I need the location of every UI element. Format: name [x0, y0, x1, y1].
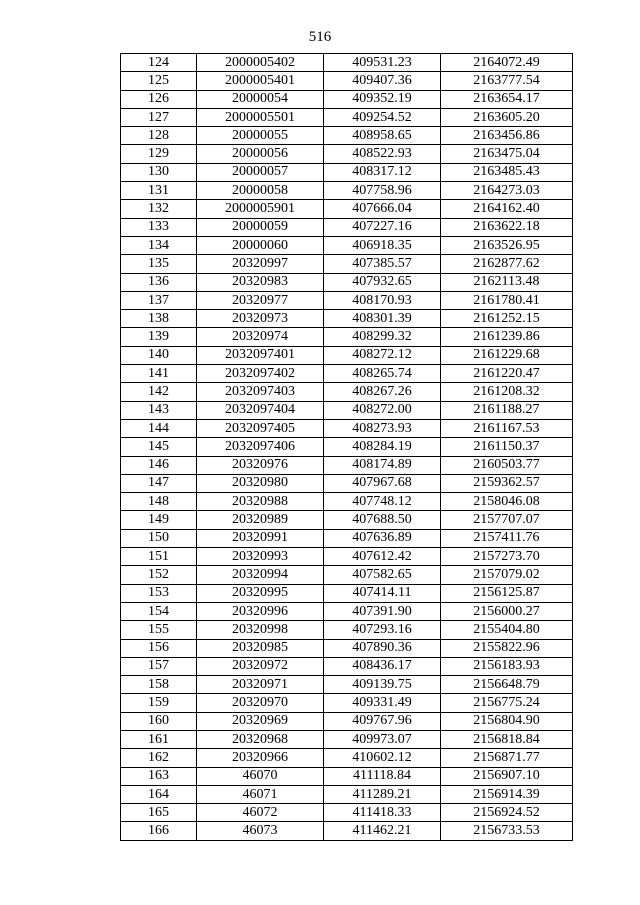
point-id-cell: 2032097404 — [197, 401, 324, 419]
point-id-cell: 2000005901 — [197, 200, 324, 218]
row-index-cell: 166 — [121, 822, 197, 840]
x-coordinate-cell: 408272.00 — [324, 401, 441, 419]
point-id-cell: 20320983 — [197, 273, 324, 291]
y-coordinate-cell: 2155404.80 — [441, 621, 573, 639]
point-id-cell: 20000060 — [197, 236, 324, 254]
point-id-cell: 46071 — [197, 785, 324, 803]
point-id-cell: 20320974 — [197, 328, 324, 346]
row-index-cell: 161 — [121, 730, 197, 748]
table-row — [121, 90, 573, 108]
table-row — [121, 54, 573, 72]
y-coordinate-cell: 2161780.41 — [441, 291, 573, 309]
table-row — [121, 548, 573, 566]
table-row — [121, 621, 573, 639]
x-coordinate-cell: 410602.12 — [324, 749, 441, 767]
y-coordinate-cell: 2163622.18 — [441, 218, 573, 236]
x-coordinate-cell: 411118.84 — [324, 767, 441, 785]
x-coordinate-cell: 409352.19 — [324, 90, 441, 108]
table-row — [121, 72, 573, 90]
point-id-cell: 20320993 — [197, 548, 324, 566]
x-coordinate-cell: 407582.65 — [324, 566, 441, 584]
table-row — [121, 804, 573, 822]
y-coordinate-cell: 2156907.10 — [441, 767, 573, 785]
point-id-cell: 2000005402 — [197, 54, 324, 72]
x-coordinate-cell: 408273.93 — [324, 419, 441, 437]
y-coordinate-cell: 2156183.93 — [441, 657, 573, 675]
row-index-cell: 151 — [121, 548, 197, 566]
row-index-cell: 145 — [121, 438, 197, 456]
table-row — [121, 255, 573, 273]
point-id-cell: 20320973 — [197, 310, 324, 328]
y-coordinate-cell: 2156924.52 — [441, 804, 573, 822]
row-index-cell: 127 — [121, 108, 197, 126]
y-coordinate-cell: 2161229.68 — [441, 346, 573, 364]
row-index-cell: 155 — [121, 621, 197, 639]
table-row — [121, 694, 573, 712]
x-coordinate-cell: 411418.33 — [324, 804, 441, 822]
point-id-cell: 20320966 — [197, 749, 324, 767]
table-row — [121, 273, 573, 291]
y-coordinate-cell: 2161208.32 — [441, 383, 573, 401]
row-index-cell: 134 — [121, 236, 197, 254]
x-coordinate-cell: 407932.65 — [324, 273, 441, 291]
row-index-cell: 153 — [121, 584, 197, 602]
point-id-cell: 20000056 — [197, 145, 324, 163]
x-coordinate-cell: 407293.16 — [324, 621, 441, 639]
x-coordinate-cell: 409331.49 — [324, 694, 441, 712]
row-index-cell: 131 — [121, 182, 197, 200]
y-coordinate-cell: 2162877.62 — [441, 255, 573, 273]
row-index-cell: 152 — [121, 566, 197, 584]
row-index-cell: 126 — [121, 90, 197, 108]
row-index-cell: 147 — [121, 474, 197, 492]
table-row — [121, 218, 573, 236]
point-id-cell: 20320998 — [197, 621, 324, 639]
row-index-cell: 158 — [121, 676, 197, 694]
row-index-cell: 154 — [121, 602, 197, 620]
table-row — [121, 730, 573, 748]
point-id-cell: 2032097403 — [197, 383, 324, 401]
point-id-cell: 20320969 — [197, 712, 324, 730]
point-id-cell: 2000005501 — [197, 108, 324, 126]
y-coordinate-cell: 2163485.43 — [441, 163, 573, 181]
table-row — [121, 127, 573, 145]
x-coordinate-cell: 406918.35 — [324, 236, 441, 254]
x-coordinate-cell: 407227.16 — [324, 218, 441, 236]
point-id-cell: 20320970 — [197, 694, 324, 712]
point-id-cell: 20320995 — [197, 584, 324, 602]
y-coordinate-cell: 2156871.77 — [441, 749, 573, 767]
row-index-cell: 130 — [121, 163, 197, 181]
table-row — [121, 200, 573, 218]
y-coordinate-cell: 2156804.90 — [441, 712, 573, 730]
x-coordinate-cell: 407612.42 — [324, 548, 441, 566]
table-row — [121, 291, 573, 309]
x-coordinate-cell: 408301.39 — [324, 310, 441, 328]
point-id-cell: 46073 — [197, 822, 324, 840]
table-row — [121, 310, 573, 328]
row-index-cell: 132 — [121, 200, 197, 218]
table-row — [121, 584, 573, 602]
point-id-cell: 20320988 — [197, 493, 324, 511]
x-coordinate-cell: 408267.26 — [324, 383, 441, 401]
row-index-cell: 139 — [121, 328, 197, 346]
table-row — [121, 822, 573, 840]
y-coordinate-cell: 2161188.27 — [441, 401, 573, 419]
table-row — [121, 365, 573, 383]
x-coordinate-cell: 407748.12 — [324, 493, 441, 511]
row-index-cell: 143 — [121, 401, 197, 419]
table-row — [121, 163, 573, 181]
table-row — [121, 493, 573, 511]
x-coordinate-cell: 407636.89 — [324, 529, 441, 547]
y-coordinate-cell: 2161220.47 — [441, 365, 573, 383]
table-row — [121, 383, 573, 401]
coordinates-table — [120, 53, 573, 841]
x-coordinate-cell: 408272.12 — [324, 346, 441, 364]
x-coordinate-cell: 407890.36 — [324, 639, 441, 657]
x-coordinate-cell: 407666.04 — [324, 200, 441, 218]
y-coordinate-cell: 2160503.77 — [441, 456, 573, 474]
table-row — [121, 529, 573, 547]
point-id-cell: 46070 — [197, 767, 324, 785]
y-coordinate-cell: 2157411.76 — [441, 529, 573, 547]
row-index-cell: 146 — [121, 456, 197, 474]
point-id-cell: 20320977 — [197, 291, 324, 309]
y-coordinate-cell: 2157707.07 — [441, 511, 573, 529]
table-row — [121, 182, 573, 200]
y-coordinate-cell: 2164162.40 — [441, 200, 573, 218]
x-coordinate-cell: 407758.96 — [324, 182, 441, 200]
y-coordinate-cell: 2163654.17 — [441, 90, 573, 108]
y-coordinate-cell: 2156775.24 — [441, 694, 573, 712]
table-row — [121, 236, 573, 254]
point-id-cell: 20320994 — [197, 566, 324, 584]
y-coordinate-cell: 2161167.53 — [441, 419, 573, 437]
x-coordinate-cell: 408436.17 — [324, 657, 441, 675]
row-index-cell: 150 — [121, 529, 197, 547]
y-coordinate-cell: 2163526.95 — [441, 236, 573, 254]
point-id-cell: 20000059 — [197, 218, 324, 236]
x-coordinate-cell: 409254.52 — [324, 108, 441, 126]
point-id-cell: 20320996 — [197, 602, 324, 620]
x-coordinate-cell: 407414.11 — [324, 584, 441, 602]
table-row — [121, 602, 573, 620]
row-index-cell: 148 — [121, 493, 197, 511]
row-index-cell: 136 — [121, 273, 197, 291]
table-row — [121, 401, 573, 419]
row-index-cell: 140 — [121, 346, 197, 364]
row-index-cell: 141 — [121, 365, 197, 383]
y-coordinate-cell: 2164072.49 — [441, 54, 573, 72]
table-row — [121, 328, 573, 346]
point-id-cell: 20320968 — [197, 730, 324, 748]
point-id-cell: 20320980 — [197, 474, 324, 492]
table-row — [121, 108, 573, 126]
y-coordinate-cell: 2161239.86 — [441, 328, 573, 346]
y-coordinate-cell: 2155822.96 — [441, 639, 573, 657]
x-coordinate-cell: 408284.19 — [324, 438, 441, 456]
point-id-cell: 20000054 — [197, 90, 324, 108]
point-id-cell: 2032097406 — [197, 438, 324, 456]
point-id-cell: 2032097405 — [197, 419, 324, 437]
row-index-cell: 144 — [121, 419, 197, 437]
row-index-cell: 165 — [121, 804, 197, 822]
x-coordinate-cell: 411462.21 — [324, 822, 441, 840]
x-coordinate-cell: 408299.32 — [324, 328, 441, 346]
row-index-cell: 138 — [121, 310, 197, 328]
table-row — [121, 511, 573, 529]
row-index-cell: 129 — [121, 145, 197, 163]
point-id-cell: 2032097402 — [197, 365, 324, 383]
row-index-cell: 164 — [121, 785, 197, 803]
y-coordinate-cell: 2157273.70 — [441, 548, 573, 566]
y-coordinate-cell: 2156914.39 — [441, 785, 573, 803]
point-id-cell: 20000055 — [197, 127, 324, 145]
point-id-cell: 20000057 — [197, 163, 324, 181]
y-coordinate-cell: 2158046.08 — [441, 493, 573, 511]
table-row — [121, 145, 573, 163]
x-coordinate-cell: 407391.90 — [324, 602, 441, 620]
row-index-cell: 160 — [121, 712, 197, 730]
x-coordinate-cell: 408170.93 — [324, 291, 441, 309]
point-id-cell: 20320997 — [197, 255, 324, 273]
point-id-cell: 20320972 — [197, 657, 324, 675]
x-coordinate-cell: 408958.65 — [324, 127, 441, 145]
row-index-cell: 135 — [121, 255, 197, 273]
y-coordinate-cell: 2161150.37 — [441, 438, 573, 456]
x-coordinate-cell: 409531.23 — [324, 54, 441, 72]
x-coordinate-cell: 407967.68 — [324, 474, 441, 492]
page-number: 516 — [308, 29, 332, 45]
y-coordinate-cell: 2163777.54 — [441, 72, 573, 90]
x-coordinate-cell: 409407.36 — [324, 72, 441, 90]
x-coordinate-cell: 408317.12 — [324, 163, 441, 181]
row-index-cell: 163 — [121, 767, 197, 785]
x-coordinate-cell: 408265.74 — [324, 365, 441, 383]
y-coordinate-cell: 2159362.57 — [441, 474, 573, 492]
table-row — [121, 785, 573, 803]
row-index-cell: 159 — [121, 694, 197, 712]
x-coordinate-cell: 407385.57 — [324, 255, 441, 273]
y-coordinate-cell: 2157079.02 — [441, 566, 573, 584]
row-index-cell: 157 — [121, 657, 197, 675]
row-index-cell: 137 — [121, 291, 197, 309]
y-coordinate-cell: 2161252.15 — [441, 310, 573, 328]
table-row — [121, 657, 573, 675]
x-coordinate-cell: 409139.75 — [324, 676, 441, 694]
row-index-cell: 133 — [121, 218, 197, 236]
point-id-cell: 20320989 — [197, 511, 324, 529]
table-row — [121, 566, 573, 584]
row-index-cell: 124 — [121, 54, 197, 72]
row-index-cell: 162 — [121, 749, 197, 767]
y-coordinate-cell: 2156648.79 — [441, 676, 573, 694]
point-id-cell: 20320971 — [197, 676, 324, 694]
x-coordinate-cell: 407688.50 — [324, 511, 441, 529]
row-index-cell: 142 — [121, 383, 197, 401]
table-body — [121, 54, 573, 841]
row-index-cell: 125 — [121, 72, 197, 90]
table-row — [121, 639, 573, 657]
point-id-cell: 20000058 — [197, 182, 324, 200]
point-id-cell: 2032097401 — [197, 346, 324, 364]
table-row — [121, 749, 573, 767]
row-index-cell: 156 — [121, 639, 197, 657]
y-coordinate-cell: 2162113.48 — [441, 273, 573, 291]
point-id-cell: 20320976 — [197, 456, 324, 474]
table-row — [121, 419, 573, 437]
row-index-cell: 128 — [121, 127, 197, 145]
y-coordinate-cell: 2156125.87 — [441, 584, 573, 602]
table-row — [121, 474, 573, 492]
x-coordinate-cell: 409973.07 — [324, 730, 441, 748]
point-id-cell: 20320985 — [197, 639, 324, 657]
y-coordinate-cell: 2156000.27 — [441, 602, 573, 620]
table-row — [121, 456, 573, 474]
point-id-cell: 2000005401 — [197, 72, 324, 90]
table-row — [121, 438, 573, 456]
y-coordinate-cell: 2163605.20 — [441, 108, 573, 126]
table-row — [121, 712, 573, 730]
x-coordinate-cell: 409767.96 — [324, 712, 441, 730]
point-id-cell: 20320991 — [197, 529, 324, 547]
y-coordinate-cell: 2156733.53 — [441, 822, 573, 840]
x-coordinate-cell: 408522.93 — [324, 145, 441, 163]
table-row — [121, 676, 573, 694]
point-id-cell: 46072 — [197, 804, 324, 822]
y-coordinate-cell: 2156818.84 — [441, 730, 573, 748]
y-coordinate-cell: 2163475.04 — [441, 145, 573, 163]
table-row — [121, 767, 573, 785]
x-coordinate-cell: 408174.89 — [324, 456, 441, 474]
table-row — [121, 346, 573, 364]
y-coordinate-cell: 2163456.86 — [441, 127, 573, 145]
x-coordinate-cell: 411289.21 — [324, 785, 441, 803]
y-coordinate-cell: 2164273.03 — [441, 182, 573, 200]
row-index-cell: 149 — [121, 511, 197, 529]
